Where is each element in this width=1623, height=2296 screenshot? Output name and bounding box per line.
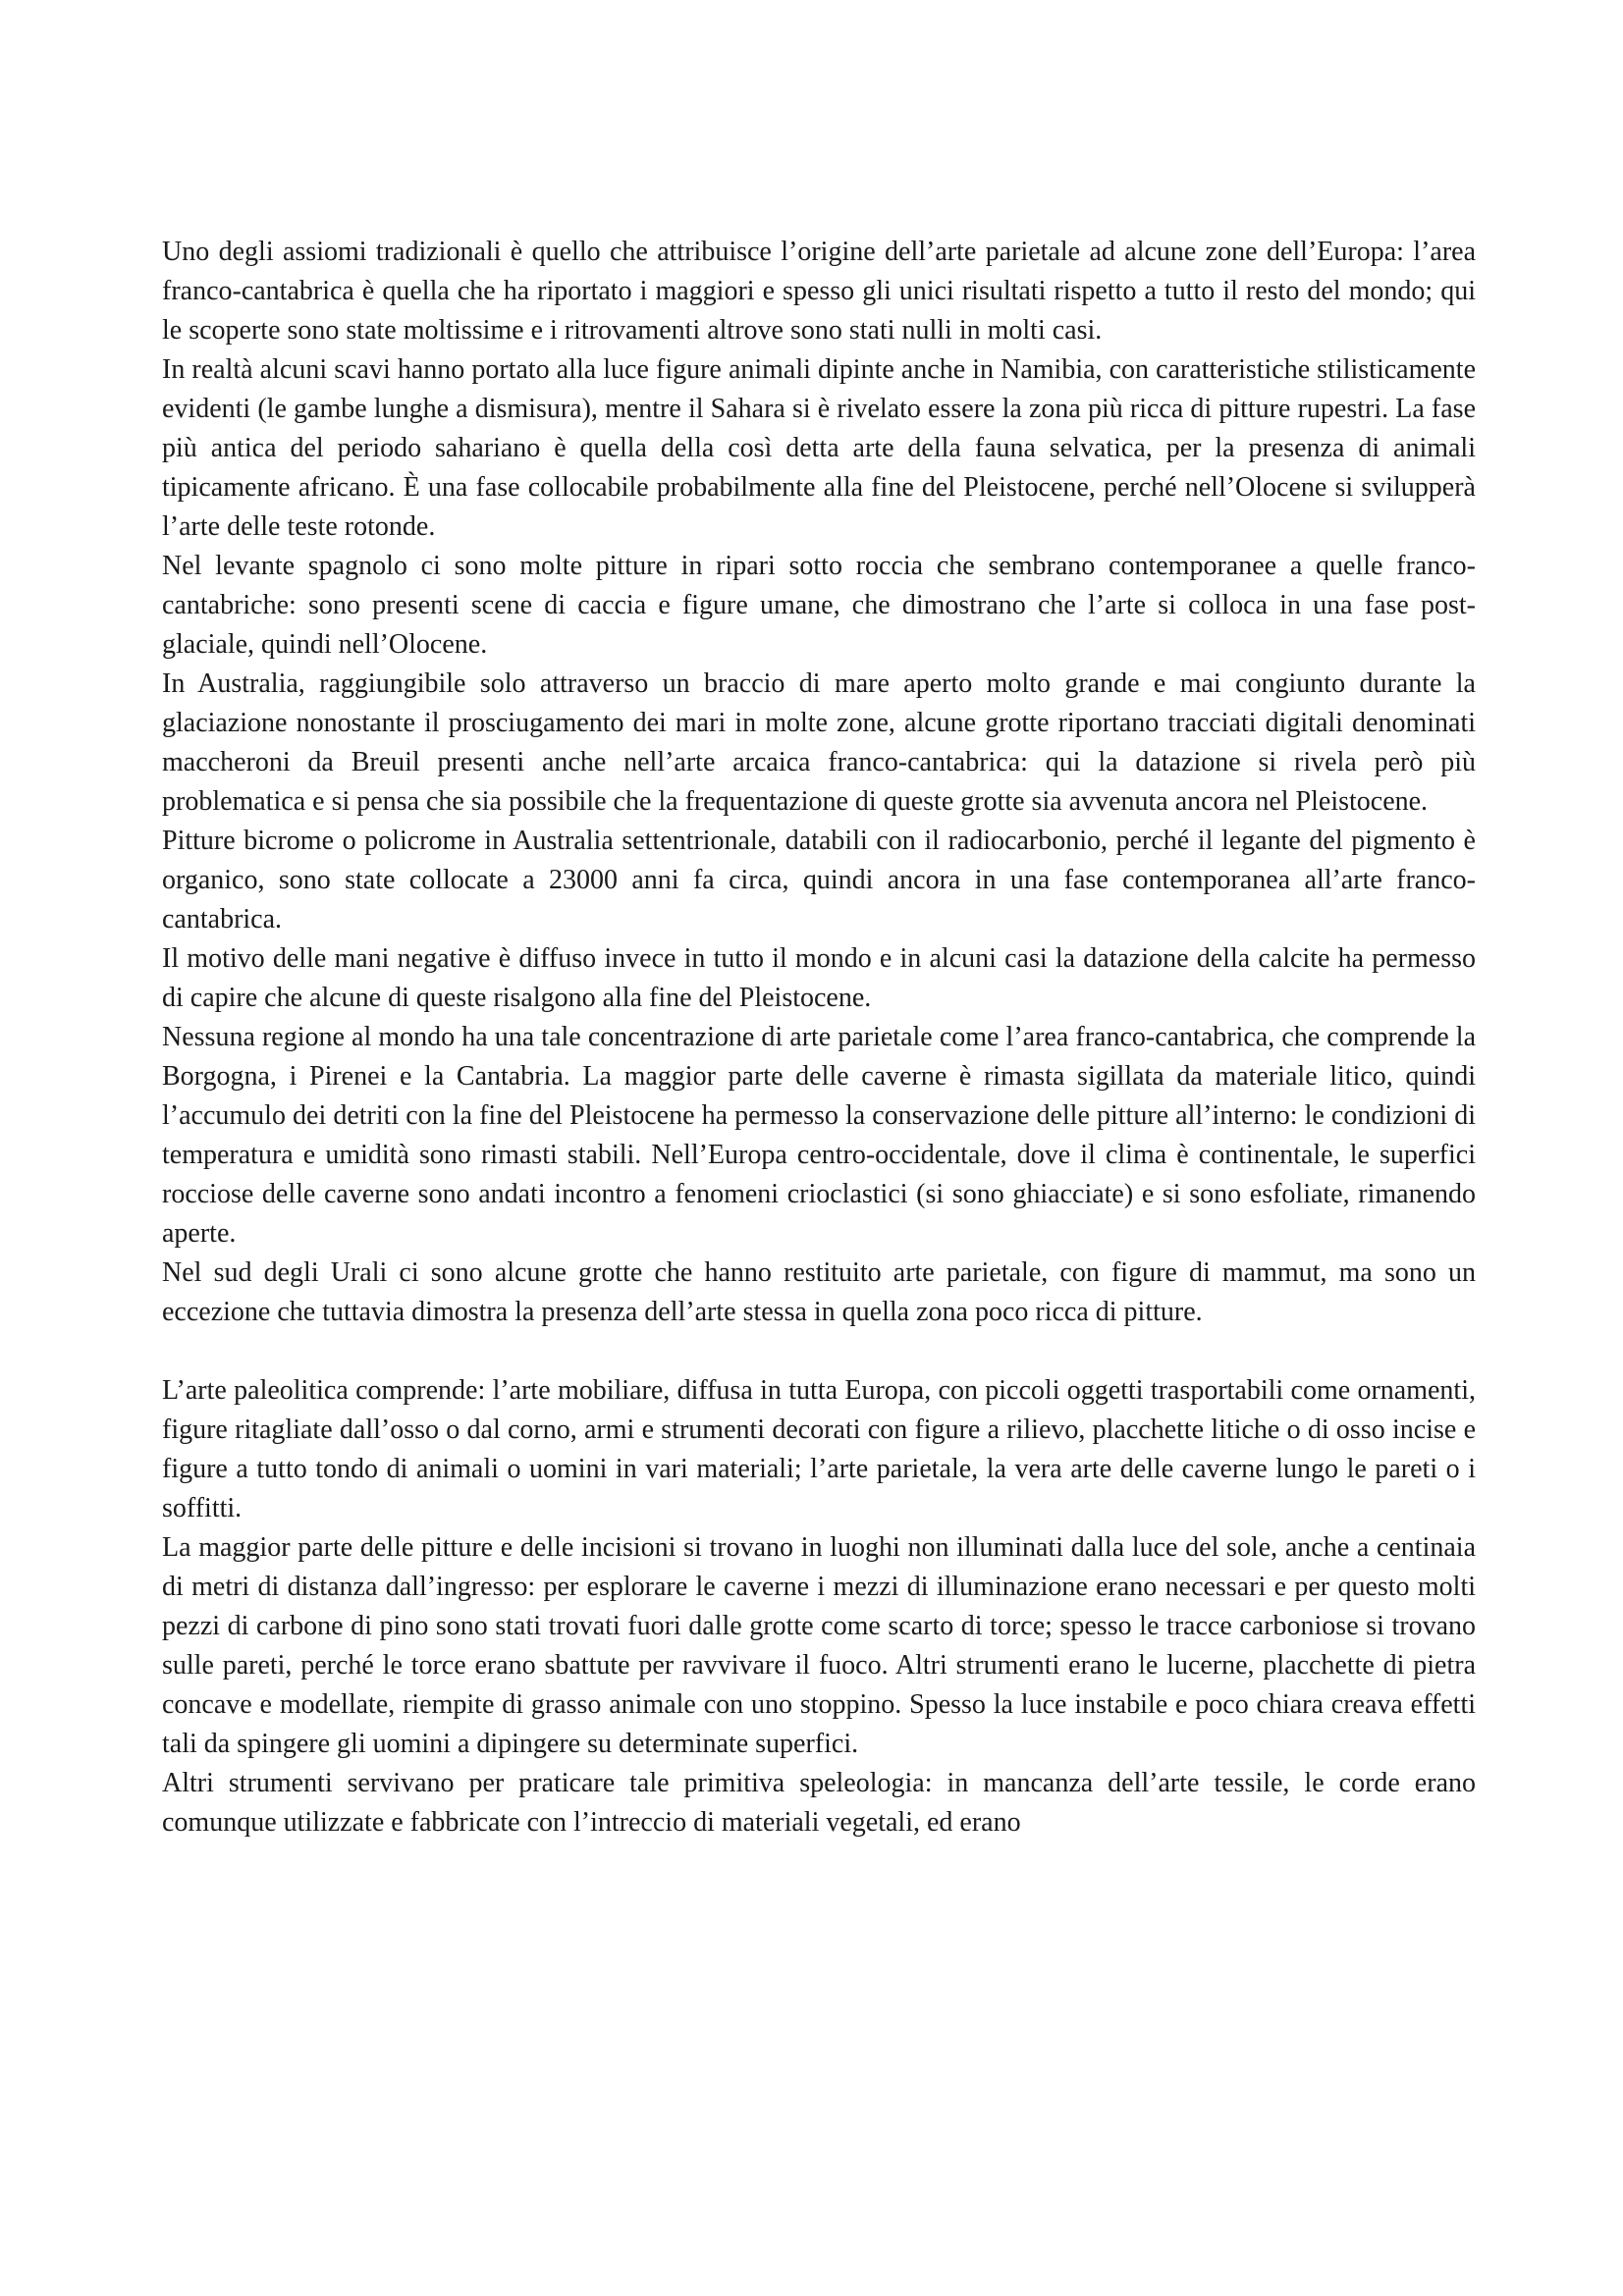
document-page (162, 233, 1476, 1842)
paragraph-namibia-sahara: In realtà alcuni scavi hanno portato alla luce figure animali dipinte anche in Namibia, con caratteristiche stilisticamente evidenti (le gambe lunghe a dismisura), mentre il Sahara si è rivelato essere la zona più ricca di pitture rupestri. La fase più antica del periodo sahariano è quella della così detta arte della fauna selvatica, per la presenza di animali tipicamente africano. È una fase collocabile probabilmente alla fine del Pleistocene, perché nell’Olocene si svilupperà l’arte delle teste rotonde. (162, 354, 1476, 542)
paragraph-strumenti-speleologia: Altri strumenti servivano per praticare tale primitiva speleologia: in mancanza dell’arte tessile, le corde erano comunque utilizzate e fabbricate con l’intreccio di materiali vegetali, ed erano (162, 1768, 1476, 1838)
paragraph-australia-grotte: In Australia, raggiungibile solo attraverso un braccio di mare aperto molto grande e mai congiunto durante la glaciazione nonostante il prosciugamento dei mari in molte zone, alcune grotte riportano tracciati digitali denominati maccheroni da Breuil presenti anche nell’arte arcaica franco-cantabrica: qui la datazione si rivela però più problematica e si pensa che sia possibile che la frequentazione di queste grotte sia avvenuta ancora nel Pleistocene. (162, 668, 1476, 817)
paragraph-arte-paleolitica: L’arte paleolitica comprende: l’arte mobiliare, diffusa in tutta Europa, con piccoli oggetti trasportabili come ornamenti, figure ritagliate dall’osso o dal corno, armi e strumenti decorati con figure a rilievo, placchette litiche o di osso incise e figure a tutto tondo di animali o uomini in vari materiali; l’arte parietale, la vera arte delle caverne lungo le pareti o i soffitti. (162, 1375, 1476, 1523)
paragraph-illuminazione: La maggior parte delle pitture e delle incisioni si trovano in luoghi non illuminati dalla luce del sole, anche a centinaia di metri di distanza dall’ingresso: per esplorare le caverne i mezzi di illuminazione erano necessari e per questo molti pezzi di carbone di pino sono stati trovati fuori dalle grotte come scarto di torce; spesso le tracce carboniose si trovano sulle pareti, perché le torce erano sbattute per ravvivare il fuoco. Altri strumenti erano le lucerne, placchette di pietra concave e modellate, riempite di grasso animale con uno stoppino. Spesso la luce instabile e poco chiara creava effetti tali da spingere gli uomini a dipingere su determinate superfici. (162, 1532, 1476, 1759)
section-spacer (162, 1332, 1476, 1371)
paragraph-pitture-bicrome: Pitture bicrome o policrome in Australia settentrionale, databili con il radiocarbonio, perché il legante del pigmento è organico, sono state collocate a 23000 anni fa circa, quindi ancora in una fase contemporanea all’arte franco-cantabrica. (162, 826, 1476, 934)
paragraph-levante-spagnolo: Nel levante spagnolo ci sono molte pitture in ripari sotto roccia che sembrano contemporanee a quelle franco-cantabriche: sono presenti scene di caccia e figure umane, che dimostrano che l’arte si colloca in una fase post-glaciale, quindi nell’Olocene. (162, 551, 1476, 660)
paragraph-area-franco-cantabrica: Nessuna regione al mondo ha una tale concentrazione di arte parietale come l’area franco-cantabrica, che comprende la Borgogna, i Pirenei e la Cantabria. La maggior parte delle caverne è rimasta sigillata da materiale litico, quindi l’accumulo dei detriti con la fine del Pleistocene ha permesso la conservazione delle pitture all’interno: le condizioni di temperatura e umidità sono rimasti stabili. Nell’Europa centro-occidentale, dove il clima è continentale, le superfici rocciose delle caverne sono andati incontro a fenomeni crioclastici (si sono ghiacciate) e si sono esfoliate, rimanendo aperte. (162, 1022, 1476, 1249)
paragraph-mani-negative: Il motivo delle mani negative è diffuso invece in tutto il mondo e in alcuni casi la datazione della calcite ha permesso di capire che alcune di queste risalgono alla fine del Pleistocene. (162, 943, 1476, 1013)
paragraph-origin-axiom: Uno degli assiomi tradizionali è quello che attribuisce l’origine dell’arte parietale ad alcune zone dell’Europa: l’area franco-cantabrica è quella che ha riportato i maggiori e spesso gli unici risultati rispetto a tutto il resto del mondo; qui le scoperte sono state moltissime e i ritrovamenti altrove sono stati nulli in molti casi. (162, 237, 1476, 346)
paragraph-urali: Nel sud degli Urali ci sono alcune grotte che hanno restituito arte parietale, con figure di mammut, ma sono un eccezione che tuttavia dimostra la presenza dell’arte stessa in quella zona poco ricca di pitture. (162, 1257, 1476, 1327)
